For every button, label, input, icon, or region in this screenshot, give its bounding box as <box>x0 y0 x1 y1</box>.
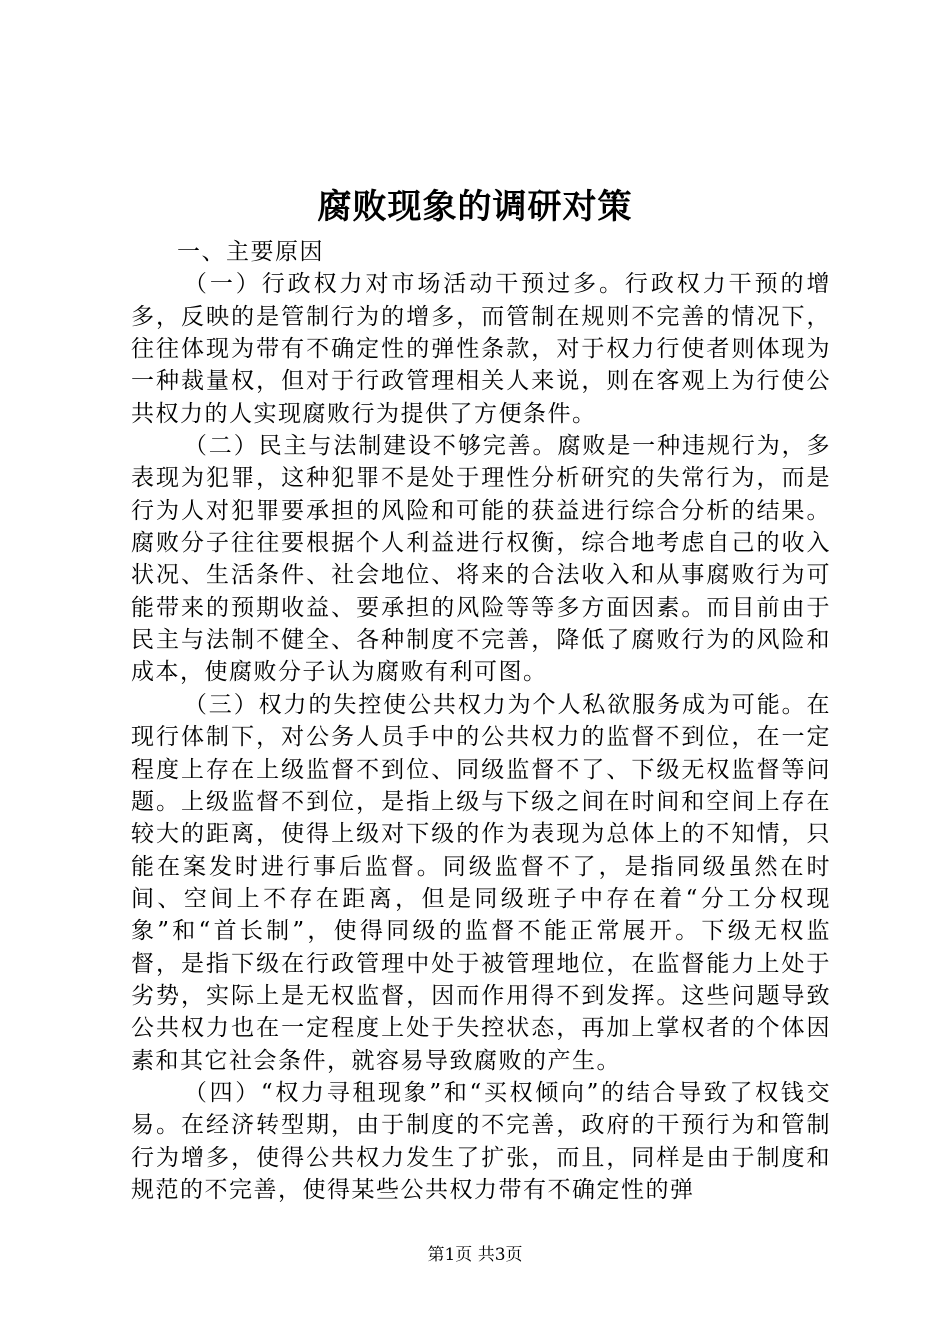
section-heading: 一、主要原因 <box>177 239 324 265</box>
paragraph-4: （四）“权力寻租现象”和“买权倾向”的结合导致了权钱交易。在经济转型期，由于制度的不完善，政府的干预行为和管制行为增多，使得公共权力发生了扩张，而且，同样是由于制度和规范的不完善，使得某些公共权力带有不确定性的弹 <box>131 1079 831 1203</box>
paragraph-3: （三）权力的失控使公共权力为个人私欲服务成为可能。在现行体制下，对公务人员手中的公共权力的监督不到位，在一定程度上存在上级监督不到位、同级监督不了、下级无权监督等问题。上级监督不到位，是指上级与下级之间在时间和空间上存在较大的距离，使得上级对下级的作为表现为总体上的不知情，只能在案发时进行事后监督。同级监督不了，是指同级虽然在时间、空间上不存在距离，但是同级班子中存在着“分工分权现象”和“首长制”，使得同级的监督不能正常展开。下级无权监督，是指下级在行政管理中处于被管理地位，在监督能力上处于劣势，实际上是无权监督，因而作用得不到发挥。这些问题导致公共权力也在一定程度上处于失控状态，再加上掌权者的个体因素和其它社会条件，就容易导致腐败的产生。 <box>131 691 831 1074</box>
document-body <box>131 236 831 1206</box>
page-footer: 第1页 共3页 <box>427 1245 523 1265</box>
paragraph-2: （二）民主与法制建设不够完善。腐败是一种违规行为，多表现为犯罪，这种犯罪不是处于理性分析研究的失常行为，而是行为人对犯罪要承担的风险和可能的获益进行综合分析的结果。腐败分子往往要根据个人利益进行权衡，综合地考虑自己的收入状况、生活条件、社会地位、将来的合法收入和从事腐败行为可能带来的预期收益、要承担的风险等等多方面因素。而目前由于民主与法制不健全、各种制度不完善，降低了腐败行为的风险和成本，使腐败分子认为腐败有利可图。 <box>131 433 831 686</box>
paragraph-1: （一）行政权力对市场活动干预过多。行政权力干预的增多，反映的是管制行为的增多，而管制在规则不完善的情况下，往往体现为带有不确定性的弹性条款，对于权力行使者则体现为一种裁量权，但对于行政管理相关人来说，则在客观上为行使公共权力的人实现腐败行为提供了方便条件。 <box>131 271 831 427</box>
document-title: 腐败现象的调研对策 <box>317 187 633 227</box>
